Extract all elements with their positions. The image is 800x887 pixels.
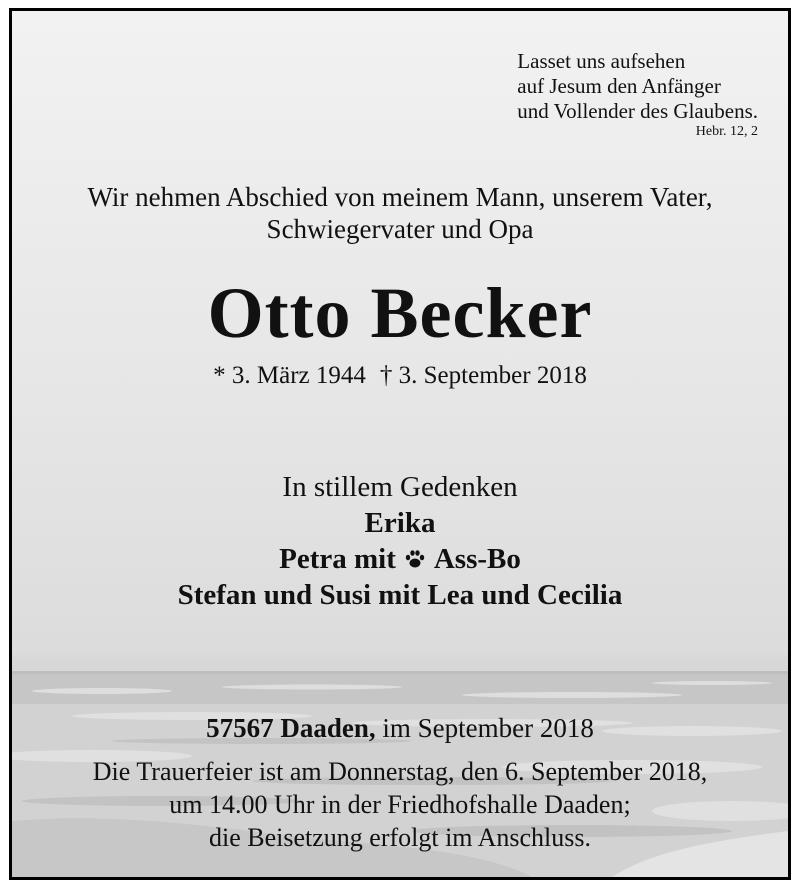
mourners-heading: In stillem Gedenken xyxy=(282,471,518,503)
verse-line: und Vollender des Glaubens. xyxy=(517,99,758,123)
intro-line: Schwiegervater und Opa xyxy=(266,214,534,244)
mourners-block xyxy=(12,469,788,613)
intro-line: Wir nehmen Abschied von meinem Mann, unserem Vater, xyxy=(87,182,713,212)
obituary-frame xyxy=(9,8,791,880)
mourner-line: Stefan und Susi mit Lea und Cecilia xyxy=(177,579,623,611)
birth-date: * 3. März 1944 xyxy=(213,362,366,389)
ceremony-line: die Beisetzung erfolgt im Anschluss. xyxy=(208,823,591,852)
place-date: im September 2018 xyxy=(382,713,594,743)
verse-line: auf Jesum den Anfänger xyxy=(517,74,721,98)
pet-name: Ass-Bo xyxy=(433,543,521,575)
mourner-name: Petra mit xyxy=(279,543,396,575)
funeral-details xyxy=(12,755,788,854)
death-date: † 3. September 2018 xyxy=(379,362,587,389)
farewell-intro xyxy=(12,181,788,245)
ceremony-line: Die Trauerfeier ist am Donnerstag, den 6. September 2018, xyxy=(92,757,708,786)
ceremony-line: um 14.00 Uhr in der Friedhofshalle Daaden; xyxy=(169,790,631,819)
mourner-line: Erika xyxy=(364,507,436,539)
place-location: 57567 Daaden, xyxy=(206,713,376,743)
place-and-date xyxy=(12,711,788,745)
verse-line: Lasset uns aufsehen xyxy=(517,49,686,73)
deceased-name: Otto Becker xyxy=(207,273,593,353)
verse-reference: Hebr. 12, 2 xyxy=(695,124,758,139)
bible-verse xyxy=(517,49,758,140)
paw-icon xyxy=(404,549,426,569)
life-dates xyxy=(12,360,788,392)
mourner-line-with-pet xyxy=(12,541,788,577)
